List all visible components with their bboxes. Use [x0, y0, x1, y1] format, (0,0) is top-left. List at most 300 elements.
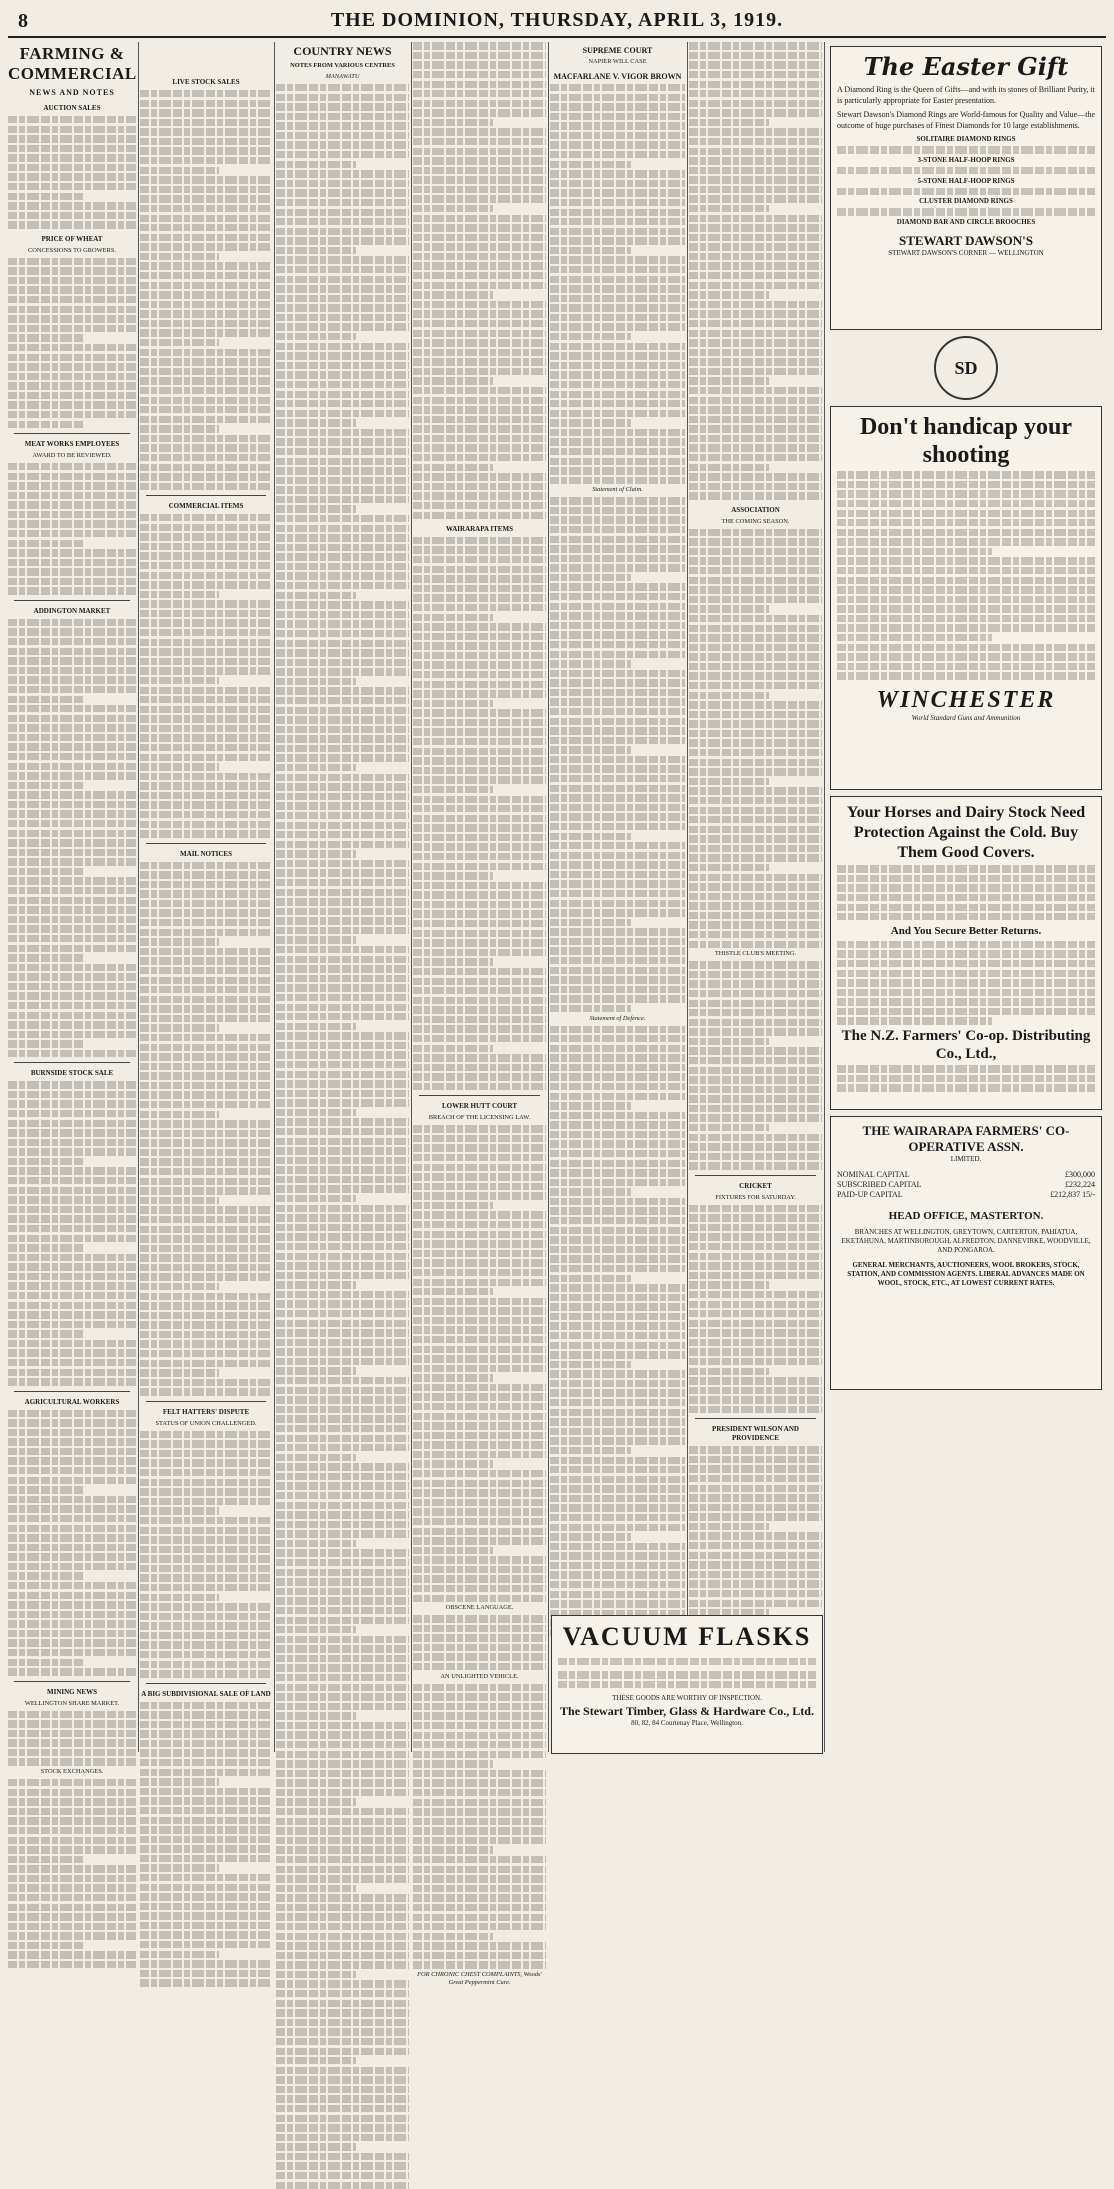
text-line — [276, 1684, 409, 1691]
text-line — [276, 419, 356, 426]
text-line — [8, 1563, 136, 1570]
text-line — [276, 1233, 409, 1240]
text-line — [550, 1562, 685, 1569]
text-line — [8, 1292, 136, 1299]
ad-company: The N.Z. Farmers' Co-op. Distributing Co., Ltd., — [841, 1028, 1091, 1063]
text-line — [140, 1517, 272, 1524]
text-line — [837, 596, 1095, 603]
body-text-placeholder — [837, 941, 1095, 1025]
text-line — [413, 1904, 546, 1911]
text-line — [689, 406, 822, 413]
text-line — [550, 161, 631, 168]
text-line — [140, 715, 272, 722]
text-line — [689, 826, 822, 833]
text-line — [689, 672, 822, 679]
text-line — [689, 1348, 822, 1355]
text-line — [550, 622, 685, 629]
text-line — [413, 690, 546, 697]
text-line — [276, 898, 409, 905]
text-line — [689, 1214, 822, 1221]
text-line — [689, 52, 822, 59]
text-line — [550, 1370, 685, 1377]
text-line — [276, 180, 409, 187]
text-line — [413, 464, 493, 471]
capital-row — [837, 1190, 1095, 1200]
text-line — [837, 998, 1095, 1005]
text-line — [689, 167, 822, 174]
text-line — [140, 543, 272, 550]
text-line — [413, 652, 546, 659]
text-line — [8, 724, 136, 731]
text-line — [8, 212, 136, 219]
text-line — [413, 1164, 546, 1171]
text-line — [140, 919, 272, 926]
text-line — [8, 830, 136, 837]
text-line — [413, 301, 546, 308]
text-line — [689, 902, 822, 909]
text-line — [8, 344, 136, 351]
text-line — [689, 397, 822, 404]
column-supreme-court — [550, 40, 685, 1754]
text-line — [689, 1047, 822, 1054]
text-line — [276, 1674, 409, 1681]
text-line — [276, 2028, 409, 2035]
text-line — [276, 563, 409, 570]
text-line — [413, 834, 546, 841]
article-heading: FELT HATTERS' DISPUTE — [162, 1407, 250, 1416]
text-line — [550, 651, 685, 658]
text-line — [689, 1368, 769, 1375]
text-line — [276, 151, 409, 158]
body-text-placeholder — [689, 961, 822, 1170]
text-line — [413, 1942, 546, 1949]
text-line — [689, 320, 822, 327]
text-line — [689, 1067, 822, 1074]
text-line — [413, 882, 546, 889]
text-line — [550, 256, 685, 263]
text-line — [413, 1634, 546, 1641]
text-line — [689, 1281, 769, 1288]
text-line — [413, 234, 546, 241]
text-line — [276, 371, 409, 378]
text-line — [837, 1008, 1095, 1015]
text-line — [276, 1425, 409, 1432]
text-line — [8, 296, 136, 303]
text-line — [140, 128, 272, 135]
text-line — [276, 1435, 409, 1442]
text-line — [140, 1951, 219, 1958]
text-line — [413, 282, 546, 289]
text-line — [140, 677, 219, 684]
text-line — [689, 330, 822, 337]
text-line — [8, 1496, 136, 1503]
text-line — [276, 1664, 409, 1671]
text-line — [550, 1179, 685, 1186]
text-line — [413, 100, 546, 107]
text-line — [413, 176, 546, 183]
text-line — [550, 1303, 685, 1310]
text-line — [413, 748, 546, 755]
text-line — [550, 938, 685, 945]
text-line — [140, 1034, 272, 1041]
text-line — [413, 435, 546, 442]
text-line — [276, 448, 409, 455]
text-line — [8, 202, 136, 209]
text-line — [276, 1751, 409, 1758]
text-line — [689, 61, 822, 68]
text-line — [140, 830, 272, 837]
text-line — [413, 575, 546, 582]
text-line — [689, 186, 822, 193]
text-line — [413, 368, 546, 375]
article-subheading: Statement of Claim. — [592, 486, 643, 494]
text-line — [689, 1262, 822, 1269]
text-line — [140, 591, 219, 598]
text-line — [689, 100, 822, 107]
ad-title: Your Horses and Dairy Stock Need Protection Against the Cold. Buy Them Good Covers. — [846, 804, 1086, 861]
text-line — [140, 1584, 272, 1591]
text-line — [276, 362, 409, 369]
text-line — [276, 266, 409, 273]
text-line — [550, 141, 685, 148]
capital-row — [837, 1180, 1095, 1190]
text-line — [689, 1580, 822, 1587]
text-line — [276, 640, 409, 647]
text-line — [413, 1269, 546, 1276]
text-line — [276, 1540, 356, 1547]
text-line — [413, 1231, 546, 1238]
text-line — [276, 1176, 409, 1183]
ad-head-office: HEAD OFFICE, MASTERTON. — [888, 1210, 1044, 1222]
text-line — [276, 1846, 409, 1853]
text-line — [8, 1369, 136, 1376]
text-line — [140, 387, 272, 394]
text-line — [413, 128, 546, 135]
text-line — [413, 776, 546, 783]
text-line — [276, 1511, 409, 1518]
text-line — [276, 381, 409, 388]
text-line — [276, 2153, 409, 2160]
text-line — [8, 1515, 136, 1522]
text-line — [276, 1262, 409, 1269]
body-text-placeholder — [8, 463, 136, 595]
column-rule — [824, 42, 825, 1752]
column-live-stock — [140, 40, 272, 1754]
text-line — [413, 1211, 546, 1218]
text-line — [550, 1150, 685, 1157]
text-line — [276, 170, 409, 177]
text-line — [413, 291, 493, 298]
text-line — [8, 463, 136, 470]
text-line — [550, 352, 685, 359]
text-line — [550, 1389, 685, 1396]
text-line — [8, 1378, 136, 1385]
ad-title: The Easter Gift — [863, 52, 1069, 81]
text-line — [413, 537, 546, 544]
text-line — [276, 84, 409, 91]
text-line — [8, 511, 136, 518]
text-line — [550, 170, 685, 177]
text-line — [689, 1358, 822, 1365]
text-line — [413, 930, 546, 937]
text-line — [140, 1884, 272, 1891]
text-line — [276, 1281, 356, 1288]
text-line — [140, 909, 272, 916]
text-line — [413, 1625, 546, 1632]
text-line — [140, 1273, 272, 1280]
text-line — [8, 1429, 136, 1436]
text-line — [140, 167, 219, 174]
text-line — [140, 1091, 272, 1098]
text-line — [689, 557, 822, 564]
text-line — [140, 301, 272, 308]
text-line — [413, 863, 546, 870]
text-line — [413, 253, 546, 260]
text-line — [550, 794, 685, 801]
capital-label: PAID-UP CAPITAL — [837, 1190, 903, 1199]
text-line — [689, 971, 822, 978]
text-line — [140, 1082, 272, 1089]
text-line — [689, 492, 822, 499]
text-line — [413, 1537, 546, 1544]
text-line — [276, 333, 356, 340]
text-line — [413, 796, 546, 803]
text-line — [140, 782, 272, 789]
text-line — [8, 401, 136, 408]
text-line — [837, 500, 1095, 507]
text-line — [276, 1980, 409, 1987]
text-line — [550, 448, 685, 455]
text-line — [413, 604, 546, 611]
text-line — [276, 1712, 356, 1719]
text-line — [8, 887, 136, 894]
text-line — [837, 1075, 1095, 1082]
text-line — [8, 1177, 136, 1184]
text-line — [276, 783, 409, 790]
text-line — [140, 754, 272, 761]
text-line — [8, 1779, 136, 1786]
text-line — [276, 1214, 409, 1221]
text-line — [413, 473, 546, 480]
text-line — [550, 276, 685, 283]
text-line — [550, 1351, 685, 1358]
text-line — [140, 1641, 272, 1648]
text-line — [276, 429, 409, 436]
text-line — [550, 410, 685, 417]
article-subheading: BREACH OF THE LICENSING LAW. — [428, 1114, 531, 1122]
text-line — [550, 323, 685, 330]
text-line — [276, 1042, 409, 1049]
text-line — [550, 1169, 685, 1176]
text-line — [413, 1528, 546, 1535]
text-line — [689, 1456, 822, 1463]
text-line — [140, 157, 272, 164]
body-text-placeholder — [140, 1702, 272, 1987]
text-line — [8, 743, 136, 750]
text-line — [689, 1143, 822, 1150]
text-line — [550, 708, 685, 715]
text-line — [550, 1600, 685, 1607]
text-line — [8, 1215, 136, 1222]
text-line — [413, 1663, 546, 1670]
text-line — [413, 1054, 546, 1061]
text-line — [550, 1160, 685, 1167]
article-subheading: OBSCENE LANGUAGE. — [445, 1604, 514, 1612]
text-line — [689, 109, 822, 116]
text-line — [550, 1504, 685, 1511]
text-line — [276, 1952, 409, 1959]
text-line — [140, 1632, 272, 1639]
text-line — [8, 925, 136, 932]
text-line — [276, 352, 409, 359]
text-line — [689, 176, 822, 183]
body-text-placeholder — [8, 1711, 136, 1766]
text-line — [140, 648, 272, 655]
text-line — [276, 1885, 356, 1892]
column-farming-commercial — [8, 40, 137, 1776]
article-subheading: STOCK EXCHANGES. — [40, 1768, 104, 1776]
text-line — [413, 1760, 493, 1767]
text-line — [413, 243, 546, 250]
ad-title: VACUUM FLASKS — [562, 1622, 812, 1651]
text-line — [837, 490, 1095, 497]
text-line — [8, 193, 85, 200]
article-subheading: Statement of Defence. — [589, 1014, 646, 1022]
text-line — [413, 52, 546, 59]
text-line — [413, 853, 546, 860]
text-line — [837, 865, 1095, 872]
text-line — [689, 596, 822, 603]
text-line — [689, 625, 822, 632]
text-line — [276, 1463, 409, 1470]
text-line — [413, 444, 546, 451]
text-line — [550, 1054, 685, 1061]
text-line — [8, 1196, 136, 1203]
text-line — [276, 323, 409, 330]
text-line — [689, 1446, 822, 1453]
text-line — [689, 1329, 822, 1336]
capital-row — [837, 1170, 1095, 1180]
text-line — [413, 90, 546, 97]
text-line — [550, 957, 685, 964]
text-line — [689, 1387, 822, 1394]
text-line — [140, 262, 272, 269]
text-line — [689, 1475, 822, 1482]
text-line — [8, 1031, 136, 1038]
text-line — [413, 1403, 546, 1410]
text-line — [689, 224, 822, 231]
article-heading: COMMERCIAL ITEMS — [168, 502, 244, 511]
text-line — [276, 754, 409, 761]
text-line — [276, 869, 409, 876]
text-line — [276, 668, 409, 675]
text-line — [276, 649, 409, 656]
text-line — [689, 1590, 822, 1597]
body-text-placeholder — [8, 258, 136, 428]
text-line — [140, 1730, 272, 1737]
text-line — [550, 986, 685, 993]
text-line — [413, 1846, 493, 1853]
text-line — [8, 1040, 85, 1047]
text-line — [140, 744, 272, 751]
text-line — [276, 572, 409, 579]
text-line — [140, 687, 272, 694]
text-line — [550, 536, 685, 543]
text-line — [8, 1120, 136, 1127]
text-line — [8, 1050, 136, 1057]
wairarapa-farmers-ad — [830, 1116, 1102, 1390]
text-line — [140, 763, 219, 770]
text-line — [8, 1611, 136, 1618]
text-line — [8, 820, 136, 827]
text-line — [8, 126, 136, 133]
text-line — [413, 387, 546, 394]
text-line — [140, 100, 272, 107]
text-line — [413, 566, 546, 573]
text-line — [276, 1904, 409, 1911]
text-line — [413, 1508, 546, 1515]
article-subheading: CONCESSIONS TO GROWERS. — [27, 246, 116, 254]
text-line — [140, 1788, 272, 1795]
text-line — [689, 454, 822, 461]
text-line — [550, 967, 685, 974]
text-line — [413, 1585, 546, 1592]
text-line — [276, 544, 409, 551]
text-line — [413, 1914, 546, 1921]
text-line — [550, 842, 685, 849]
text-line — [689, 301, 822, 308]
text-line — [140, 1893, 272, 1900]
text-line — [550, 1428, 685, 1435]
text-line — [140, 1120, 272, 1127]
text-line — [689, 778, 769, 785]
text-line — [413, 377, 493, 384]
text-line — [550, 1313, 685, 1320]
text-line — [140, 619, 272, 626]
text-line — [413, 1556, 546, 1563]
body-text-placeholder — [140, 862, 272, 1396]
text-line — [140, 195, 272, 202]
text-line — [8, 696, 85, 703]
text-line — [689, 1086, 822, 1093]
text-line — [8, 1477, 136, 1484]
text-line — [276, 707, 409, 714]
text-line — [689, 1504, 822, 1511]
text-line — [276, 1818, 409, 1825]
text-line — [276, 132, 409, 139]
body-text-placeholder — [837, 1065, 1095, 1092]
text-line — [413, 1384, 546, 1391]
text-line — [837, 1084, 1095, 1091]
text-line — [550, 1227, 685, 1234]
text-line — [550, 574, 631, 581]
article-heading: PRESIDENT WILSON AND PROVIDENCE — [712, 1425, 799, 1443]
text-line — [689, 605, 769, 612]
text-line — [276, 2105, 409, 2112]
article-heading: MACFARLANE V. VIGOR BROWN — [553, 72, 682, 81]
body-text-placeholder — [550, 84, 685, 484]
ad-text: Stewart Dawson's Diamond Rings are World-famous for Quality and Value—the outcome of huge purchases of Finest Diamonds for 10 large establishments. — [837, 110, 1096, 130]
text-line — [140, 1651, 272, 1658]
column-advertisements — [826, 40, 1106, 1754]
text-line — [8, 619, 136, 626]
text-line — [689, 262, 822, 269]
text-line — [140, 706, 272, 713]
text-line — [276, 1128, 409, 1135]
text-line — [8, 782, 85, 789]
vacuum-flasks-ad — [551, 1615, 823, 1754]
text-line — [550, 1265, 685, 1272]
